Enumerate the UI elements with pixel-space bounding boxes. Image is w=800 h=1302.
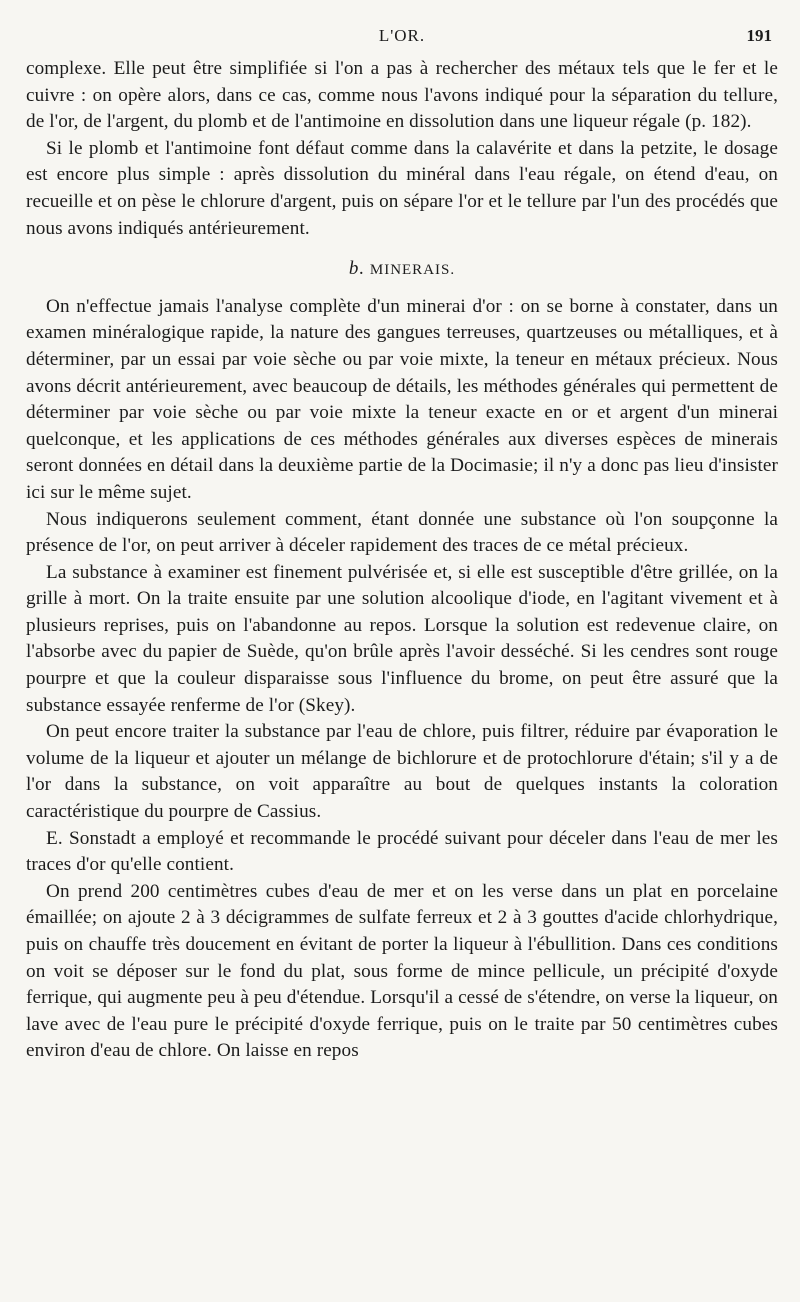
running-header [26,26,778,56]
paragraph: La substance à examiner est finement pulvérisée et, si elle est susceptible d'être grillée, on la grille à mort. On la traite ensuite par une solution alcoolique d'iode, en l'agitant vivement et à plusieurs reprises, puis on l'abandonne au repos. Lorsque la solution est redevenue claire, on l'absorbe avec du papier de Suède, qu'on brûle après l'avoir desséché. Si les cendres sont rouge pourpre et que la couleur disparaisse sous l'influence du brome, on peut être assuré que la substance essayée renferme de l'or (Skey). [26,561,778,716]
paragraph: On peut encore traiter la substance par l'eau de chlore, puis filtrer, réduire par évaporation le volume de la liqueur et ajouter un mélange de bichlorure et de protochlorure d'étain; s'il y a de l'or dans la substance, on voit apparaître au bout de quelques instants la coloration caractéristique du pourpre de Cassius. [26,721,778,823]
paragraph: complexe. Elle peut être simplifiée si l'on a pas à rechercher des métaux tels que le fer et le cuivre : on opère alors, dans ce cas, comme nous l'avons indiqué pour la séparation du tellure, de l'or, de l'argent, du plomb et de l'antimoine en dissolution dans une liqueur régale (p. 182). [26,58,778,133]
running-title: L'OR. [378,26,426,45]
subheading-text: MINERAIS. [369,262,456,279]
page-number: 191 [746,26,772,45]
document-page [26,26,778,1065]
paragraph: E. Sonstadt a employé et recommande le procédé suivant pour déceler dans l'eau de mer les traces d'or qu'elle contient. [26,827,778,876]
paragraph: On prend 200 centimètres cubes d'eau de mer et on les verse dans un plat en porcelaine émaillée; on ajoute 2 à 3 décigrammes de sulfate ferreux et 2 à 3 gouttes d'acide chlorhydrique, puis on chauffe très doucement en évitant de porter la liqueur à l'ébullition. Dans ces conditions on voit se déposer sur le fond du plat, sous forme de mince pellicule, un précipité d'oxyde ferrique, qui augmente peu à peu d'étendue. Lorsqu'il a cessé de s'étendre, on verse la liqueur, on lave avec de l'eau pure le précipité d'oxyde ferrique, puis on le traite par 50 centimètres cubes environ d'eau de chlore. On laisse en repos [26,880,778,1062]
subheading-letter: b. [348,258,366,280]
paragraph: On n'effectue jamais l'analyse complète d'un minerai d'or : on se borne à constater, dans un examen minéralogique rapide, la nature des gangues terreuses, quartzeuses ou métalliques, et à déterminer, par un essai par voie sèche ou par voie mixte, la teneur en métaux précieux. Nous avons décrit antérieurement, avec beaucoup de détails, les méthodes générales qui permettent de déterminer par voie sèche ou par voie mixte la teneur exacte en or et argent d'un minerai quelconque, et les applications de ces méthodes générales aux diverses espèces de minerais seront données en détail dans la deuxième partie de la Docimasie; il n'y a donc pas lieu d'insister ici sur le même sujet. [26,295,778,503]
body-text [26,56,778,1065]
paragraph: Nous indiquerons seulement comment, étant donnée une substance où l'on soupçonne la présence de l'or, on peut arriver à déceler rapidement des traces de ce métal précieux. [26,508,778,557]
paragraph: Si le plomb et l'antimoine font défaut comme dans la calavérite et dans la petzite, le dosage est encore plus simple : après dissolution du minéral dans l'eau régale, on étend d'eau, on recueille et on pèse le chlorure d'argent, puis on sépare l'or et le tellure par l'un des procédés que nous avons indiqués antérieurement. [26,137,778,239]
section-subheading [26,256,778,284]
